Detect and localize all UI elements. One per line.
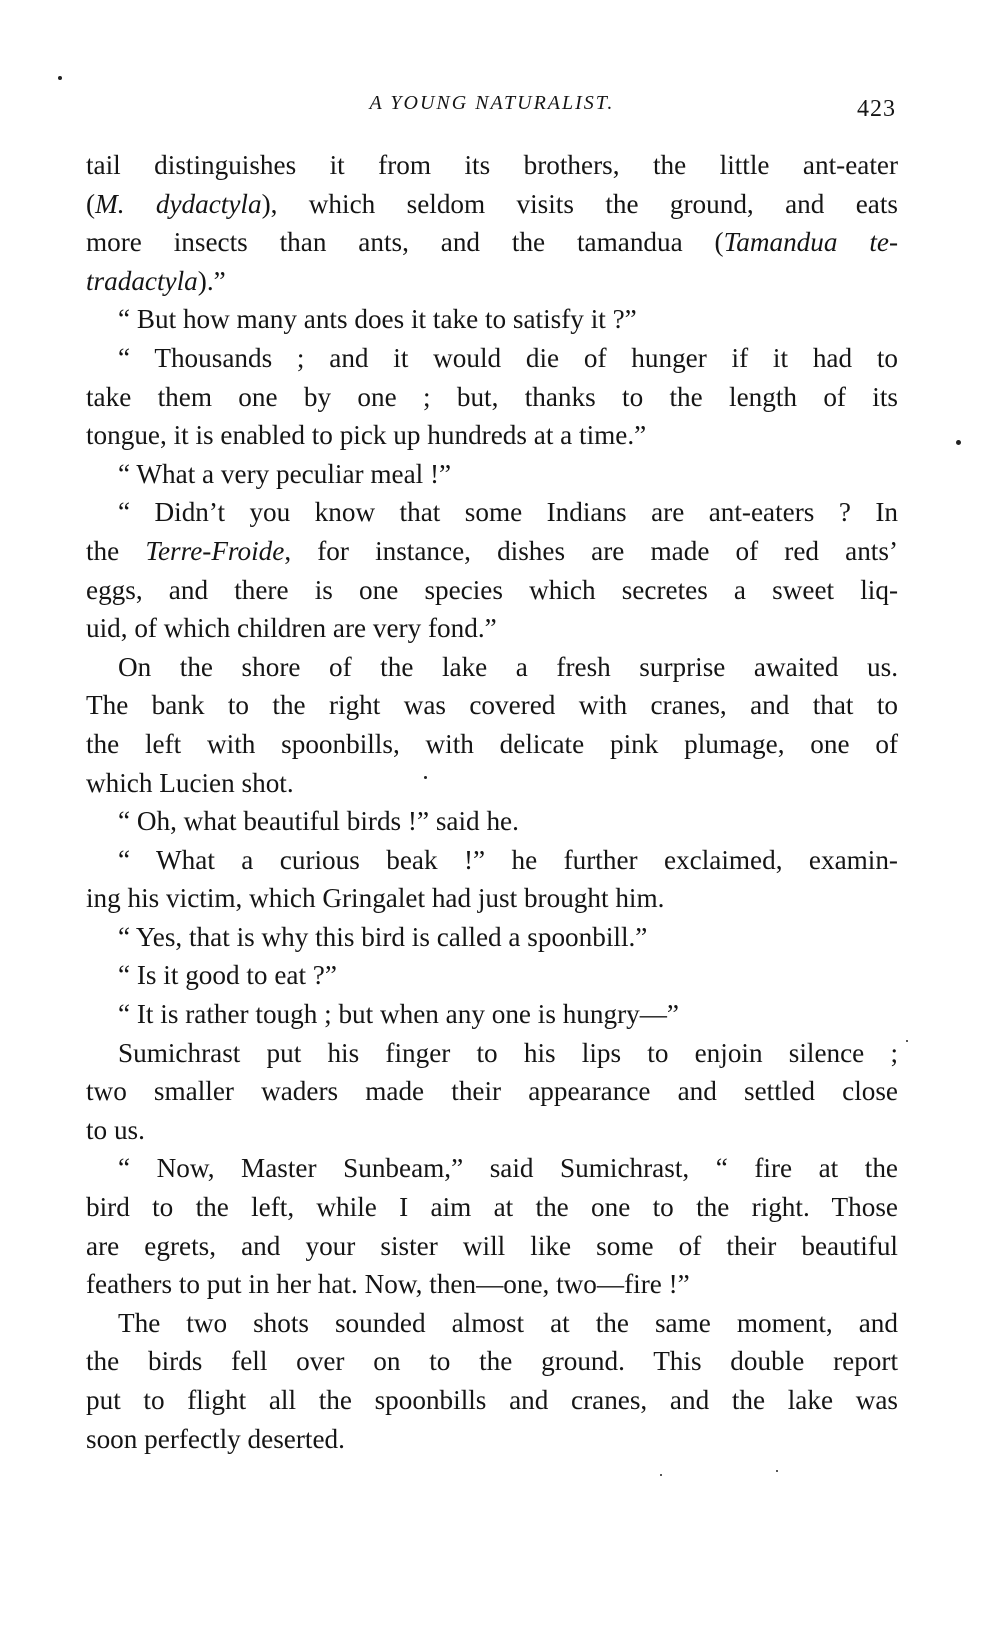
page-body xyxy=(86,146,898,1458)
text-line: are egrets, and your sister will like some of their beautiful xyxy=(86,1230,898,1261)
running-header xyxy=(86,86,898,126)
text-line: “ Oh, what beautiful birds !” said he. xyxy=(118,806,519,837)
text-line: Sumichrast put his finger to his lips to enjoin silence ; xyxy=(118,1037,898,1068)
text-line: “ What a curious beak !” he further exclaimed, examin- xyxy=(118,844,898,875)
text-line: more insects than ants, and the tamandua (Tamandua te- xyxy=(86,227,898,258)
text-line: “ Yes, that is why this bird is called a spoonbill.” xyxy=(118,921,648,952)
text-line: “ Is it good to eat ?” xyxy=(118,960,337,991)
place-name: Terre-Froide xyxy=(145,535,285,566)
text-line: On the shore of the lake a fresh surprise awaited us. xyxy=(118,651,898,682)
text-line: eggs, and there is one species which secretes a sweet liq- xyxy=(86,574,898,605)
text-line: uid, of which children are very fond.” xyxy=(86,613,497,644)
text-line: “ Thousands ; and it would die of hunger if it had to xyxy=(118,342,898,373)
text-line: (M. dydactyla), which seldom visits the ground, and eats xyxy=(86,188,898,219)
text-line: “ It is rather tough ; but when any one is hungry—” xyxy=(118,999,679,1030)
species-name: Tamandua te- xyxy=(723,227,898,258)
text-line: The bank to the right was covered with cranes, and that to xyxy=(86,690,898,721)
scan-speck xyxy=(906,1040,908,1042)
text-line: take them one by one ; but, thanks to the length of its xyxy=(86,381,898,412)
text-line: “ Now, Master Sunbeam,” said Sumichrast, “ fire at the xyxy=(118,1153,898,1184)
species-name: tradactyla xyxy=(86,265,198,296)
running-title: A YOUNG NATURALIST. xyxy=(369,92,615,114)
text-line: to us. xyxy=(86,1114,145,1145)
text-line: two smaller waders made their appearance and settled close xyxy=(86,1076,898,1107)
scan-speck xyxy=(424,776,427,779)
text-line: The two shots sounded almost at the same moment, and xyxy=(118,1307,898,1338)
page-number: 423 xyxy=(857,96,896,122)
text-line: ing his victim, which Gringalet had just brought him. xyxy=(86,883,665,914)
scan-speck xyxy=(776,1470,778,1472)
text-line: put to flight all the spoonbills and cranes, and the lake was xyxy=(86,1385,898,1415)
text-line: “ But how many ants does it take to satisfy it ?” xyxy=(118,304,637,335)
text-line: “ Didn’t you know that some Indians are ant-eaters ? In xyxy=(118,497,898,528)
scan-speck xyxy=(956,440,961,445)
scan-speck xyxy=(660,1474,662,1476)
text-line: bird to the left, while I aim at the one to the right. Those xyxy=(86,1192,898,1223)
text-line: the Terre-Froide, for instance, dishes are made of red ants’ xyxy=(86,535,898,566)
text-line: which Lucien shot. xyxy=(86,767,294,798)
text-line: the left with spoonbills, with delicate pink plumage, one of xyxy=(86,728,898,759)
text-line: “ What a very peculiar meal !” xyxy=(118,458,452,489)
text-line: soon perfectly deserted. xyxy=(86,1423,345,1454)
text-line: tongue, it is enabled to pick up hundreds at a time.” xyxy=(86,420,647,451)
species-name: M. dydactyla xyxy=(95,188,262,219)
scan-speck xyxy=(58,76,62,80)
text-line: tradactyla).” xyxy=(86,265,226,296)
text-line: feathers to put in her hat. Now, then—one, two—fire !” xyxy=(86,1269,690,1300)
text-line: the birds fell over on to the ground. This double report xyxy=(86,1346,898,1377)
text-line: tail distinguishes it from its brothers, the little ant-eater xyxy=(86,150,898,180)
